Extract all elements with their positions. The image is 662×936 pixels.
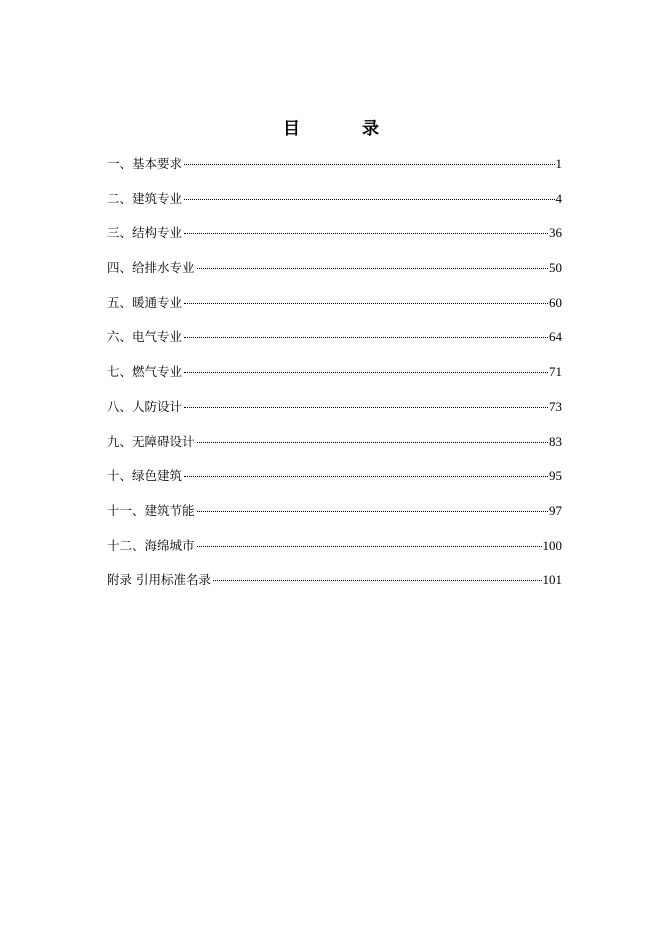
- toc-entry-page-number: 101: [542, 572, 562, 588]
- toc-dot-leader: [184, 199, 554, 200]
- toc-dot-leader: [184, 407, 548, 408]
- toc-entry-label: 五、暖通专业: [107, 294, 183, 310]
- toc-dot-leader: [184, 164, 554, 165]
- toc-entry-label: 附录 引用标准名录: [107, 572, 211, 588]
- toc-entry[interactable]: [107, 535, 562, 570]
- toc-entry-label: 十、绿色建筑: [107, 468, 183, 484]
- toc-entry-page-number: 1: [555, 156, 562, 171]
- toc-entry-page-number: 50: [549, 260, 562, 276]
- toc-entry[interactable]: [107, 326, 562, 361]
- toc-entry-label: 十二、海绵城市: [107, 537, 195, 553]
- toc-entry[interactable]: [107, 188, 562, 223]
- toc-entry[interactable]: [107, 569, 562, 604]
- toc-entry-label: 九、无障碍设计: [107, 433, 195, 449]
- toc-entry-page-number: 4: [555, 190, 562, 206]
- toc-entry-label: 三、结构专业: [107, 225, 183, 241]
- toc-entry-label: 四、给排水专业: [107, 260, 195, 276]
- toc-entry-page-number: 71: [549, 364, 562, 380]
- page-title: 目 录: [283, 119, 407, 139]
- toc-entry-page-number: 100: [542, 537, 562, 553]
- toc-entry-page-number: 97: [549, 502, 562, 518]
- toc-dot-leader: [184, 337, 548, 338]
- toc-entry[interactable]: [107, 292, 562, 327]
- toc-entry-page-number: 73: [549, 398, 562, 414]
- toc-dot-leader: [184, 372, 548, 373]
- toc-entry[interactable]: [107, 222, 562, 257]
- toc-entry-page-number: 64: [549, 329, 562, 345]
- toc-entry-label: 二、建筑专业: [107, 190, 183, 206]
- toc-entry-page-number: 60: [549, 294, 562, 310]
- toc-entry-label: 六、电气专业: [107, 329, 183, 345]
- toc-dot-leader: [184, 303, 548, 304]
- toc-dot-leader: [184, 476, 548, 477]
- toc-dot-leader: [197, 268, 548, 269]
- toc-dot-leader: [197, 442, 548, 443]
- toc-dot-leader: [184, 233, 548, 234]
- toc-entry-label: 八、人防设计: [107, 398, 183, 414]
- toc-entry-label: 一、基本要求: [107, 156, 183, 171]
- toc-dot-leader: [213, 580, 542, 581]
- toc-dot-leader: [197, 546, 542, 547]
- toc-entry-label: 七、燃气专业: [107, 364, 183, 380]
- toc-entry[interactable]: [107, 257, 562, 292]
- toc-entry[interactable]: [107, 500, 562, 535]
- toc-entry[interactable]: [107, 153, 562, 188]
- toc-entry-page-number: 95: [549, 468, 562, 484]
- toc-dot-leader: [197, 511, 548, 512]
- toc-entry[interactable]: [107, 465, 562, 500]
- table-of-contents: [107, 153, 562, 604]
- toc-entry[interactable]: [107, 361, 562, 396]
- toc-entry[interactable]: [107, 396, 562, 431]
- toc-entry-label: 十一、建筑节能: [107, 502, 195, 518]
- toc-entry-page-number: 36: [549, 225, 562, 241]
- toc-entry[interactable]: [107, 431, 562, 466]
- toc-entry-page-number: 83: [549, 433, 562, 449]
